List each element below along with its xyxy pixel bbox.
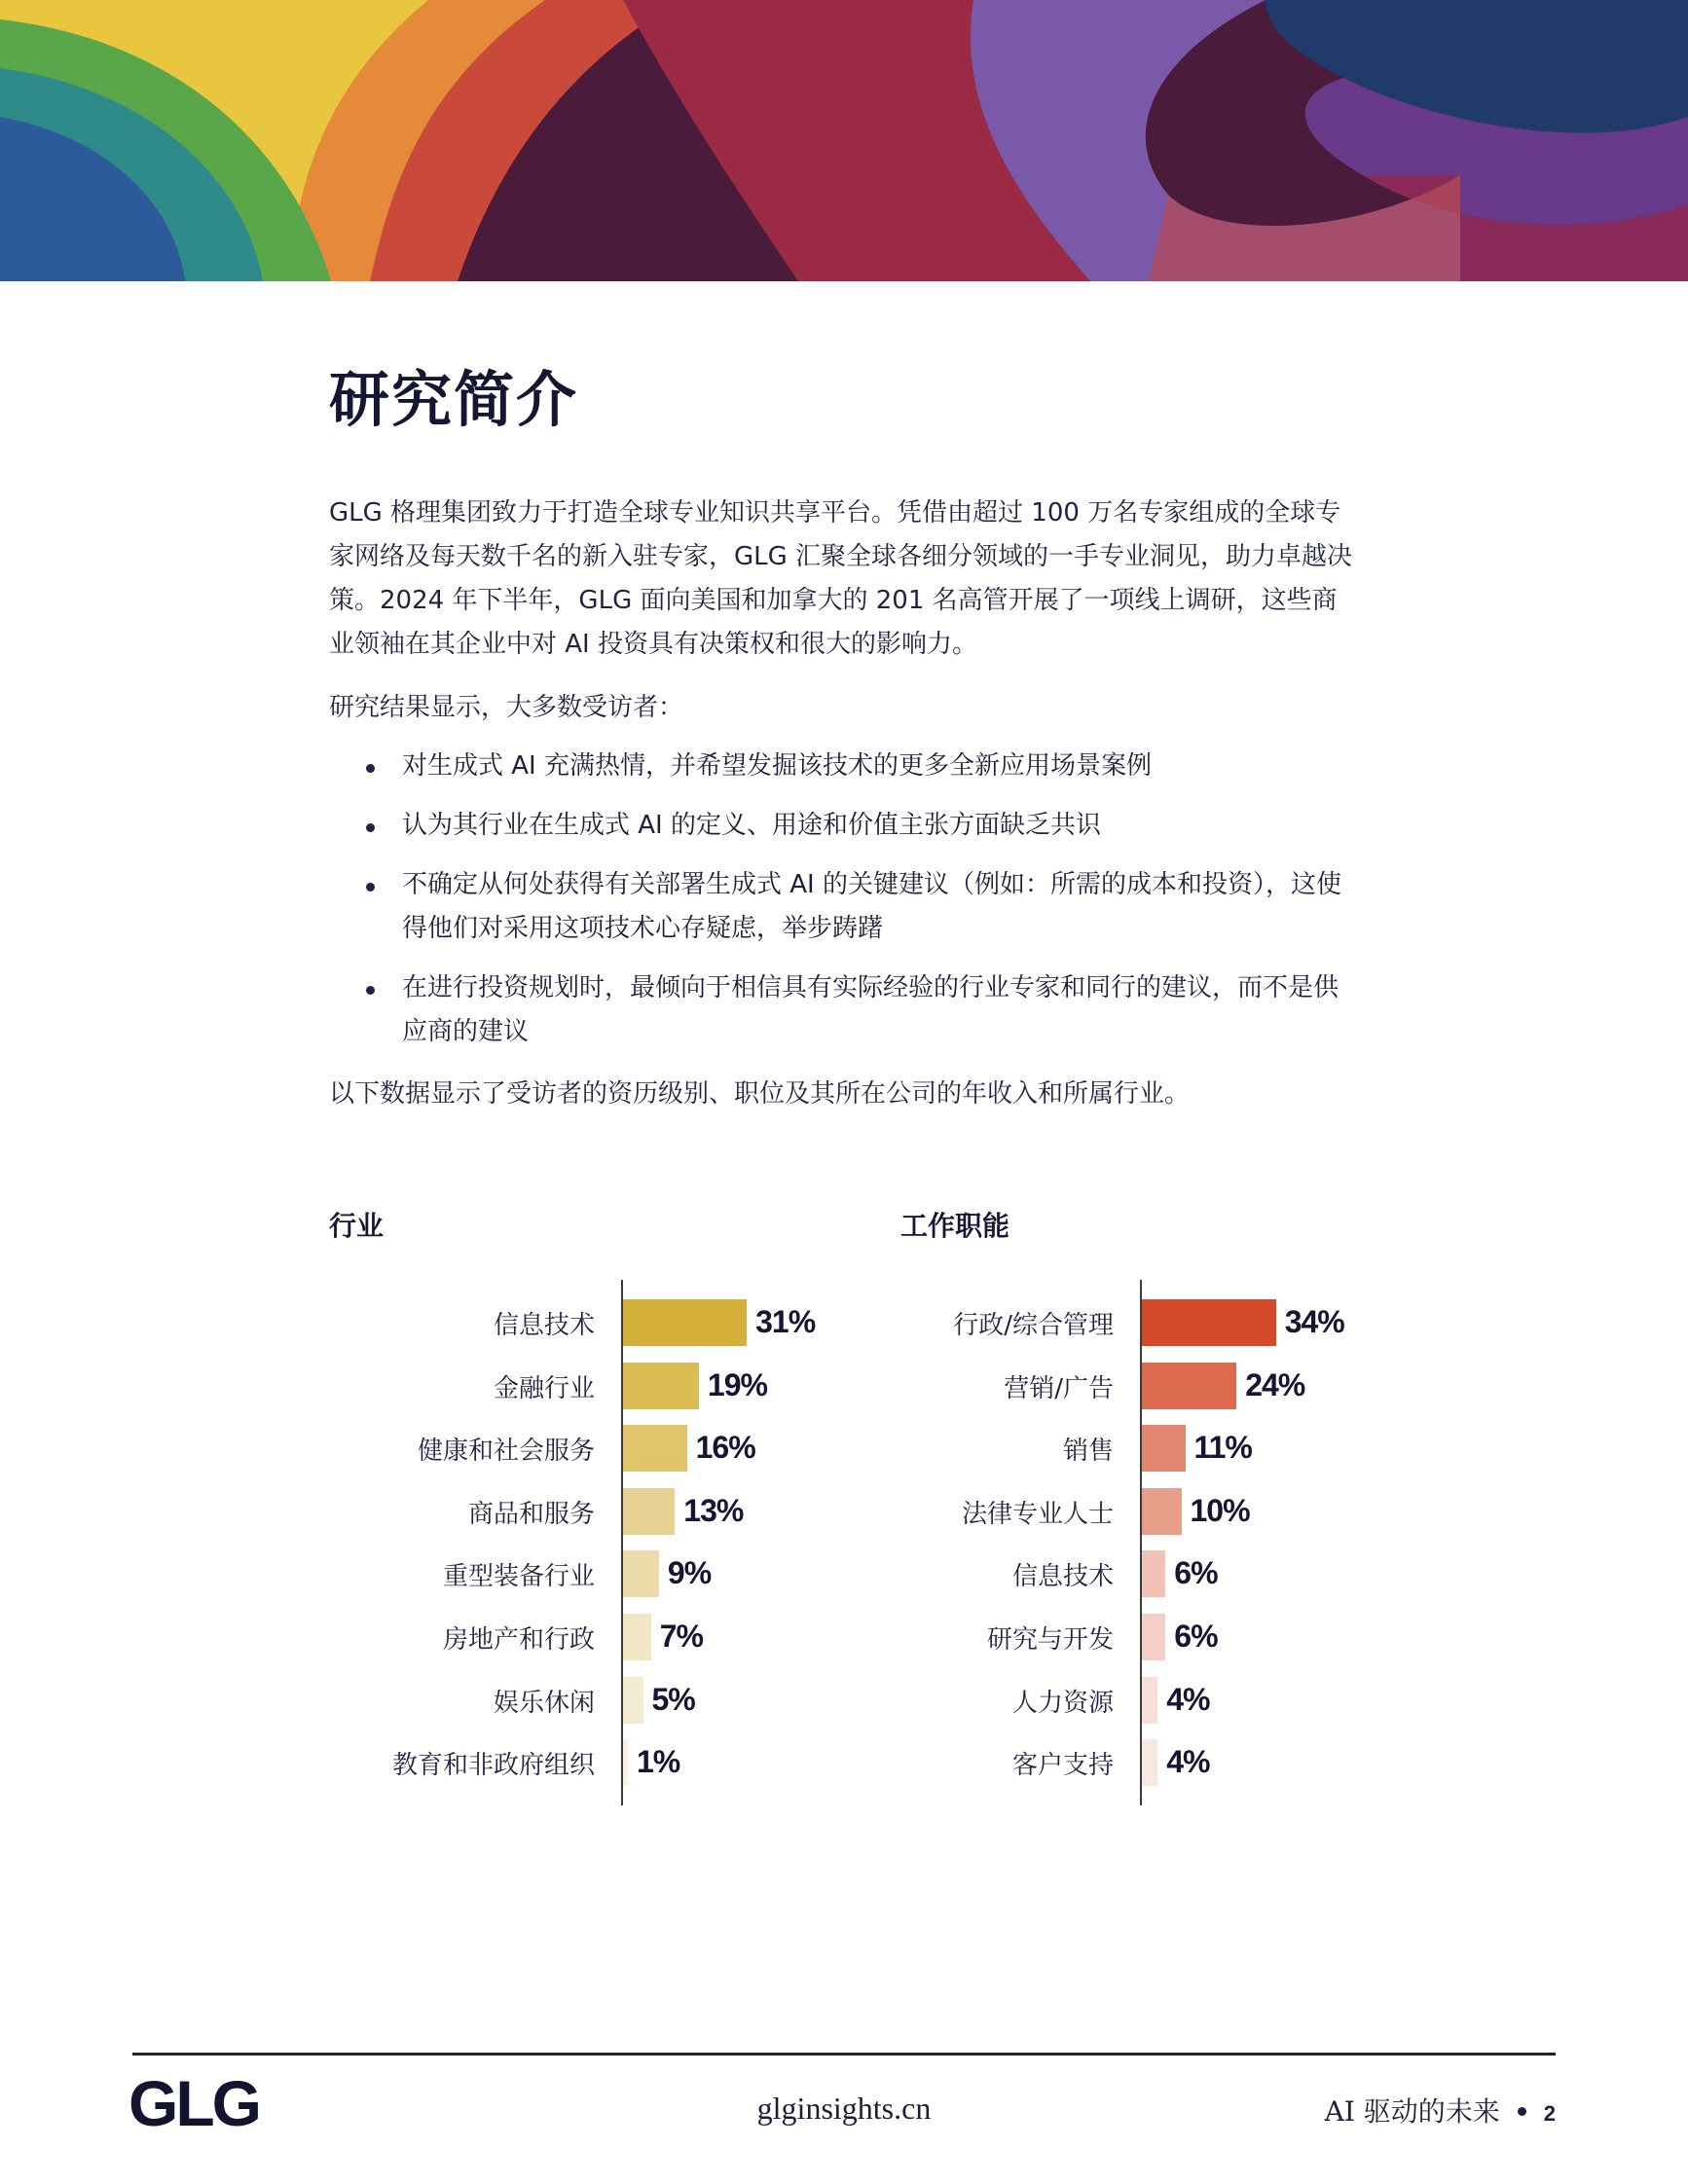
bar [623, 1739, 628, 1786]
value-label: 13% [683, 1492, 744, 1528]
value-label: 7% [659, 1619, 703, 1654]
function-chart-title: 工作职能 [900, 1210, 1010, 1242]
bar [1142, 1550, 1165, 1597]
bar [623, 1488, 675, 1535]
value-label: 6% [1174, 1555, 1218, 1591]
category-label: 教育和非政府组织 [391, 1751, 595, 1781]
category-label: 研究与开发 [986, 1625, 1114, 1655]
bar [623, 1363, 699, 1409]
page-number: 2 [1543, 2101, 1556, 2126]
function-chart-axis [1140, 1280, 1142, 1805]
list-item: 不确定从何处获得有关部署生成式 AI 的关键建议（例如：所需的成本和投资），这使得他们对采用这项技术心存疑虑，举步踌躇 [329, 863, 1361, 951]
bar [623, 1677, 643, 1724]
report-title: AI 驱动的未来 [1324, 2095, 1500, 2128]
website-link[interactable]: glginsights.cn [756, 2091, 932, 2126]
value-label: 31% [755, 1304, 816, 1339]
category-label: 信息技术 [1011, 1562, 1114, 1592]
closing-paragraph: 以下数据显示了受访者的资历级别、职位及其所在公司的年收入和所属行业。 [329, 1079, 1191, 1109]
category-label: 健康和社会服务 [417, 1437, 595, 1467]
category-label: 商品和服务 [467, 1499, 595, 1529]
bar [1142, 1363, 1236, 1409]
bar [1142, 1488, 1182, 1535]
category-label: 人力资源 [1011, 1688, 1114, 1718]
category-label: 重型装备行业 [442, 1562, 595, 1592]
bar [1142, 1425, 1186, 1472]
bar [1142, 1614, 1165, 1660]
page-title: 研究简介 [329, 364, 579, 435]
category-label: 行政/综合管理 [953, 1311, 1114, 1340]
list-item: 认为其行业在生成式 AI 的定义、用途和价值主张方面缺乏共识 [329, 804, 1361, 848]
findings-lead: 研究结果显示，大多数受访者： [329, 693, 684, 722]
bar [623, 1614, 651, 1660]
footer-report [1325, 2091, 1556, 2129]
list-item: 在进行投资规划时，最倾向于相信具有实际经验的行业专家和同行的建议，而不是供应商的建议 [329, 966, 1361, 1054]
intro-paragraph: GLG 格理集团致力于打造全球专业知识共享平台。凭借由超过 100 万名专家组成的全球专家网络及每天数千名的新入驻专家，GLG 汇聚全球各细分领域的一手专业洞见，助力卓越决策。2024 年下半年，GLG 面向美国和加拿大的 201 名高管开展了一项线上调研，这些商业领袖在其企业中对 AI 投资具有决策权和很大的影响力。 [329, 498, 1353, 659]
bar [1142, 1299, 1276, 1346]
header-banner-image [0, 0, 1688, 281]
category-label: 房地产和行政 [442, 1625, 595, 1655]
value-label: 24% [1245, 1366, 1305, 1402]
value-label: 16% [695, 1430, 755, 1466]
category-label: 娱乐休闲 [493, 1688, 595, 1718]
bar [623, 1299, 747, 1346]
value-label: 5% [651, 1681, 695, 1717]
value-label: 11% [1193, 1430, 1252, 1466]
category-label: 信息技术 [493, 1311, 595, 1340]
value-label: 19% [707, 1366, 767, 1402]
bar [1142, 1677, 1157, 1724]
category-label: 金融行业 [493, 1373, 595, 1403]
footer-divider [132, 2053, 1556, 2056]
value-label: 4% [1166, 1744, 1210, 1780]
value-label: 1% [637, 1744, 680, 1780]
value-label: 4% [1166, 1681, 1210, 1717]
glg-logo: GLG [128, 2067, 259, 2139]
findings-list [329, 745, 1361, 1070]
value-label: 34% [1284, 1304, 1344, 1339]
category-label: 销售 [1062, 1437, 1114, 1467]
industry-chart-axis [621, 1280, 623, 1805]
value-label: 6% [1174, 1619, 1218, 1654]
bar [623, 1550, 659, 1597]
category-label: 法律专业人士 [961, 1499, 1114, 1529]
category-label: 营销/广告 [1004, 1373, 1114, 1403]
separator-dot-icon [1518, 2107, 1526, 2116]
list-item: 对生成式 AI 充满热情，并希望发掘该技术的更多全新应用场景案例 [329, 745, 1361, 788]
bar [623, 1425, 687, 1472]
bar [1142, 1739, 1157, 1786]
category-label: 客户支持 [1011, 1751, 1114, 1781]
industry-chart-title: 行业 [329, 1210, 385, 1242]
value-label: 10% [1190, 1492, 1250, 1528]
value-label: 9% [667, 1555, 712, 1591]
